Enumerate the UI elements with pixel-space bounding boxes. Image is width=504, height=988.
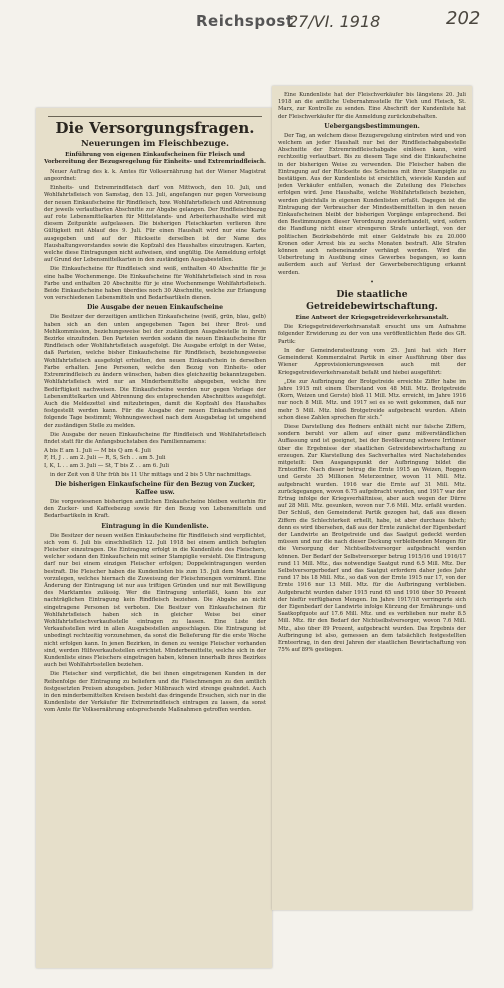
section-heading: Die bisherigen Einkaufscheine für den Bezug von Zucker, Kaffee usw. [54, 480, 256, 496]
article-title: Die staatliche Getreidebewirtschaftung. [306, 288, 438, 312]
section-heading: Eintragung in die Kundenliste. [101, 522, 209, 530]
schedule-row: F, H, J . . am 2. Juli — R, S, Sch . . am 5. Juli [44, 455, 166, 462]
paragraph: Die Besitzer der derzeitigen amtlichen Einkaufscheine (weiß, grün, blau, gelb) haben sich an den unten angegebenen Tagen bei ihrer Brot- und Mehlkommission, beziehungsweise bei der zuständigen Ausgabestelle in ihrem Bezirke einzufinden. Den Parteien werden sodann die neuen Einkaufscheine für Rindfleisch oder Wohlfahrtsfleisch ausgefolgt. Die Ausgabe erfolgt in der Weise, daß Parteien, welche bisher Einkaufscheine für Rindfleisch, beziehungsweise Wohlfahrtsfleisch ausgefolgt erhielten, den neuen Einkaufschein in derselben Farbe erhalten. Jene Personen, welche den Bezug von Einheits- oder Extremrindfleisch zu ändern wünschen, haben dies gleichzeitig bekanntzugeben. Wohlfahrtsfleisch wird nur an Minderbemittelte abgegeben, welche ihre Bedürftigkeit nachweisen. Die Einkaufscheine werden nur gegen Vorlage der Lebensmittelkarten und Abtrennung des entsprechenden Abschnittes ausgefolgt. Auch die Meldezettel sind mitzubringen, damit die Kopfzahl des Haushaltes festgestellt werden kann. Für die Ausgabe der neuen Einkaufscheine sind folgende Tage bestimmt; Wohnungswechsel nach dem Ausgabetag ist umgehend der zuständigen Stelle zu melden. [44, 314, 266, 429]
schedule-row: I, K, L . . am 3. Juli — St, T bis Z . . am 6. Juli [44, 462, 169, 469]
top-rule [48, 116, 262, 117]
paragraph: Die Kriegsgetreideverkehrsanstalt ersucht uns um Aufnahme folgender Erwiderung zu der von uns veröffentlichten Rede des GR. Partik: [278, 324, 466, 345]
quote-paragraph: „Die zur Aufbringung der Brotgetreide erreichte Ziffer habe im Jahre 1915 mit einem Überstand von 48 Mill. Mtz. Brotgetreide (Korn, Weizen und Gerste) bloß 11 Mill. Mtz. erreicht, im Jahre 1916 nur noch 8 Mill. Mtz. und 1917 sei es so weit gekommen, daß nur mehr 5 Mill. Mtz. bloß Brotgetreide aufgebracht wurden. Allein schon diese Zahlen sprechen für sich.“ [278, 378, 466, 421]
paragraph: Der Tag, an welchem diese Bezugsregelung eintreten wird und von welchem an jeder Haushalt nur bei der Rindfleischabgabestelle Abschnitte der Extremrindfleischabgabe einlösen kann, wird rechtzeitig verlautbart. Bis zu diesem Tage sind die Einkaufscheine in der bisherigen Weise zu verwenden. Die Fleischer haben die Eintragung auf der Rückseite des Scheines mit ihrer Stampiglie zu bestätigen. Aus der Kundenliste ist ersichtlich, wieviele Kunden auf jeden Verkäufer entfallen, wonach die Zuteilung des Fleisches erfolgen wird. Jene Haushalte, welche Wohlfahrtsfleisch beziehen, werden gleichfalls in eigenen Kundenlisten erfaßt. Dagegen ist die Eintragung der Verbraucher der Mindestbemittelten in den neuen Einkaufscheinen bleibt der bisherigen Vorgänge entsprechend. Bei den Bestimmungen dieser Verordnung zuwiderhandelt, wird, sofern die Handlung nicht einer strengeren Strafe unterliegt, von der politischen Bezirksbehörde mit einer Geldstrafe bis zu 20.000 Kronen oder Arrest bis zu sechs Monaten bestraft. Alle Strafen können auch nebeneinander verhängt werden. Wird die Uebertretung in Ausübung eines Gewerbes begangen, so kann außerdem auch auf Verlust der Gewerbeberechtigung erkannt werden. [278, 132, 466, 276]
paragraph: Die Einkaufscheine für Rindfleisch sind weiß, enthalten 40 Abschnitte für je eine halbe Wochenmenge. Die Einkaufscheine für Wohlfahrtsfleisch sind in rosa Farbe und enthalten 20 Abschnitte für je eine Wochenmenge Wohlfahrtsfleisch. Beide Einkaufscheine haben überdies noch 30 Abschnitte, welche zur Erlangung von verschiedenen Lebensmitteln und Bedarfsartikeln dienen. [44, 266, 266, 302]
section-heading: Uebergangsbestimmungen. [324, 122, 420, 130]
article-subtitle: Eine Antwort der Kriegsgetreideverkehrsanstalt. [295, 314, 449, 321]
paragraph: Die Ausgabe der neuen Einkaufscheine für Rindfleisch und Wohlfahrtsfleisch findet statt für die Anfangsbuchstaben des Familiennamens: [44, 431, 266, 445]
schedule-row: A bis E am 1. Juli — M bis Q am 4. Juli [44, 448, 151, 455]
paragraph: Die vorgewiesenen bisherigen amtlichen Einkaufscheine bleiben weiterhin für den Zucker- und Kaffeebezug sowie für den Bezug von Lebensmitteln und Bedarfsartikeln in Kraft. [44, 498, 266, 520]
article-title: Die Versorgungsfragen. [55, 119, 255, 137]
paragraph: In der Gemeinderatssitzung vom 25. Juni hat sich Herr Gemeinderat Kommerzialrat Partik in einer Ausführung über das Wiener Approvisionierungswesen auch mit der Kriegsgetreideverkehrsanstalt befaßt und hiebei ausgeführt: [278, 347, 466, 376]
handwritten-page-number: 202 [446, 8, 481, 29]
schedule-table [44, 448, 266, 470]
section-heading: Die Ausgabe der neuen Einkaufscheine [86, 304, 224, 312]
left-column [44, 116, 266, 964]
paragraph: Die Fleischer sind verpflichtet, die bei ihnen eingetragenen Kunden in der Reihenfolge der Eintragung zu beliefern und die Fleischmengen zu den amtlich festgesetzten Preisen abzugeben. Jeder Mißbrauch wird strenge geahndet. Auch in den minderbemittelten Kreisen besteht das dringende Ersuchen, sich nur in die Kundenliste der Verkäufer für Extremrindfleisch eintragen zu lassen, da sonst vom Amte für Volksernährung entsprechende Maßnahmen getroffen werden. [44, 671, 266, 714]
article-subtitle: Neuerungen im Fleischbezuge. [81, 139, 229, 149]
paragraph: in der Zeit von 8 Uhr früh bis 11 Uhr mittags und 2 bis 5 Uhr nachmittags. [50, 471, 252, 478]
paragraph: Neuer Auftrag des k. k. Amtes für Volksernährung hat der Wiener Magistrat angeordnet: [44, 168, 266, 183]
paragraph: Diese Darstellung des Redners enthält nicht nur falsche Ziffern, sondern beruht vor allem auf einer ganz mißverständlichen Auffassung und ist geeignet, bei der Bevölkerung schwere Irrtümer über die Ergebnisse der staatlichen Getreidebewirtschaftung zu erzeugen. Zur Klarstellung des Sachverhaltes wird Nachstehendes mitgeteilt: Den Ausgangspunkt der Aufbringung bildet die Ernteziffer. Nach dieser betrug die Ernte 1915 an Weizen, Roggen und Gerste 35 Millionen Meterzentner, wovon 11 Mill. Mtz. aufgebracht wurden. 1916 war die Ernte auf 31 Mill. Mtz. zurückgegangen, wovon 6.75 aufgebracht wurden, und 1917 war der Ertrag infolge der Kriegsverhältnisse, aber auch wegen der Dürre auf 28 Mill. Mtz. gesunken, wovon nur 7.6 Mill. Mtz. erfaßt wurden. Der Schluß, den Gemeinderat Partik gezogen hat, daß aus diesen Ziffern die Schlechterkeit erhellt, habe, ist aber durchaus falsch; denn es wird übersehen, daß aus der Ernte zunächst der Eigenbedarf der Landwirte an Brotgetreide und das Saatgut gedeckt werden müssen und nur die nach dieser Deckung verbleibenden Mengen für die Versorgung der Nichtselbstversorger aufgebracht werden können. Der Bedarf der Selbstversorger betrug 1915/16 und 1916/17 rund 11 Mill. Mtz., das notwendige Saatgut rund 6.5 Mill. Mtz. Der Selbstversorgerbedarf und das Saatgut erfordern daher jedes Jahr rund 17 bis 18 Mill. Mtz., so daß von der Ernte 1915 nur 17, von der Ernte 1916 nur 13 Mill. Mtz. für die Aufbringung verblieben. Aufgebracht wurden daher 1915 rund 65 und 1916 über 50 Prozent der hiefür verfügbaren Mengen. Im Jahre 1917/18 verringerte sich der Eigenbedarf der Landwirte infolge Kürzung der Ernährungs- und Saatkopfquote auf 17.6 Mill. Mtz. und es verblieben nur mehr 8.5 Mill. Mtz. für den Bedarf der Nichtselbstversorger, wovon 7.6 Mill. Mtz., also über 89 Prozent, aufgebracht wurden. Das Ergebnis der Aufbringung ist also, gemessen an dem tatsächlich festgestellten Ernteertrag, in den drei Jahren der staatlichen Bewirtschaftung von 75% auf 89% gestiegen. [278, 423, 466, 654]
handwritten-date: 27/VI. 1918 [288, 12, 381, 31]
paragraph: Eine Kundenliste hat der Fleischverkäufer bis längstens 20. Juli 1918 an die amtliche Uebernahmsstelle für Vieh und Fleisch, St. Marx, zur Kontrolle zu senden. Eine Abschrift der Kundenliste hat der Fleischverkäufer für die Anmeldung zurückzubehalten. [278, 92, 466, 120]
article-lead: Einführung von eigenen Einkaufscheinen für Fleisch und Vorbereitung der Bezugsregelung für Einheits- und Extremrindfleisch. [44, 152, 266, 166]
masthead: Reichspost [196, 12, 294, 30]
paragraph: Einheits- und Extremrindfleisch darf von Mittwoch, den 10. Juli, und Wohlfahrtsfleisch von Samstag, den 13. Juli, angefangen nur gegen Vorweisung der neuen Einkaufscheine für Rindfleisch, bzw. Wohlfahrtsfleisch und Abtrennung der jeweils verlautbarten Abschnitte zur Abgabe gelangen. Der Rindfleischbezug auf rote Lebensmittelkarten für Mittelstands- und Arbeiterhaushalte wird mit diesem Zeitpunkte aufgelassen. Die bisherigen Fleischkarten verlieren ihre Gültigkeit mit Ablauf des 9. Juli. Für einen Haushalt wird nur eine Karte ausgegeben und auf der Rückseite derselben ist der Name des Haushaltungsvorstandes sowie die Kopfzahl des Haushaltes einzutragen. Karten, welche diese Eintragungen nicht aufweisen, sind ungültig. Die Anmeldung erfolgt auf Grund der Lebensmittelkarten in den zuständigen Ausgabestellen. [44, 185, 266, 264]
paragraph: Die Besitzer der neuen weißen Einkaufscheine für Rindfleisch sind verpflichtet, sich vom 6. Juli bis einschließlich 12. Juli 1918 bei einem amtlich befugten Fleischer einzutragen. Die Eintragung erfolgt in die Kundenliste des Fleischers, welcher sodann den Einkaufschein mit seiner Stampiglie versieht. Die Eintragung darf nur bei einem einzigen Fleischer erfolgen; Doppeleintragungen werden bestraft. Die Fleischer haben die Kundenlisten bis zum 15. Juli dem Marktamte vorzulegen, welches hiernach die Zuweisung der Fleischmengen vornimmt. Eine Änderung der Eintragung ist nur aus triftigen Gründen und nur mit Bewilligung des Marktamtes zulässig. Wer die Eintragung unterläßt, kann bis zur nachträglichen Eintragung kein Rindfleisch beziehen. Die Abgabe an nicht eingetragene Personen ist verboten. Die Besitzer von Einkaufscheinen für Wohlfahrtsfleisch haben sich in gleicher Weise bei einer Wohlfahrtsfleischverkaufsstelle eintragen zu lassen. Eine Liste der Verkaufsstellen wird in allen Ausgabestellen angeschlagen. Die Eintragung ist unbedingt rechtzeitig vorzunehmen, da sonst die Belieferung für die erste Woche nicht erfolgen kann. In jenen Bezirken, in denen zu wenige Fleischer vorhanden sind, werden Hilfsverkaufsstellen errichtet. Minderbemittelte, welche sich in der Kundenliste eines Fleischers eingetragen haben, können innerhalb ihres Bezirkes auch bei Wohlfahrtsstellen beziehen. [44, 532, 266, 669]
separator-dot: • [370, 278, 374, 286]
right-column [278, 92, 466, 906]
